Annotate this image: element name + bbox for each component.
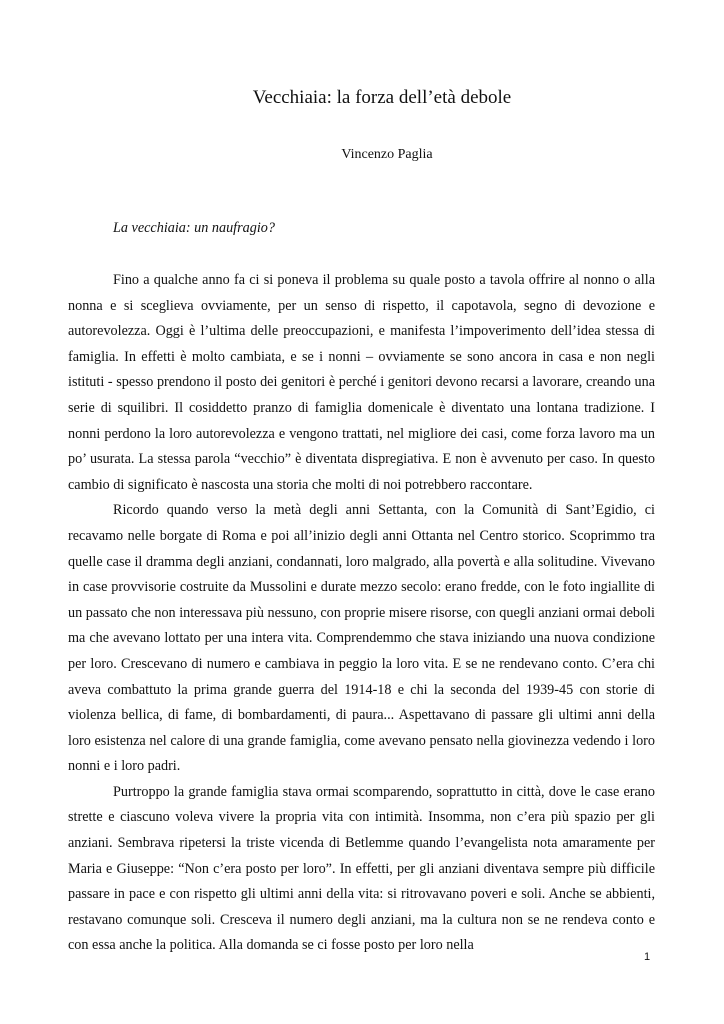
page-number: 1	[644, 951, 651, 963]
paragraph: Purtroppo la grande famiglia stava ormai scomparendo, soprattutto in città, dove le case erano strette e ciascuno voleva vivere la propria vita con intimità. Insomma, non c’era più spazio per gli anziani. Sembrava ripetersi la triste vicenda di Betlemme quando l’evangelista nota amaramente per Maria e Giuseppe: “Non c’era posto per loro”. In effetti, per gli anziani diventava sempre più difficile passare in pace e con rispetto gli ultimi anni della vita: si ritrovavano poveri e soli. Anche se abbienti, restavano comunque soli. Cresceva il numero degli anziani, ma la cultura non se ne rendeva conto e con essa anche la politica. Alla domanda se ci fosse posto per loro nella	[68, 783, 655, 954]
section-heading: La vecchiaia: un naufragio?	[113, 220, 275, 236]
paragraph: Ricordo quando verso la metà degli anni Settanta, con la Comunità di Sant’Egidio, ci recavamo nelle borgate di Roma e poi all’inizio degli anni Ottanta nel Centro storico. Scoprimmo tra quelle case il dramma degli anziani, condannati, loro malgrado, alla povertà e alla solitudine. Vivevano in case provvisorie costruite da Mussolini e durate mezzo secolo: erano fredde, con le foto ingiallite di un passato che non interessava più nessuno, con proprie misere risorse, con quegli anziani ormai deboli ma che avevano lottato per una intera vita. Comprendemmo che stava iniziando una nuova condizione per loro. Crescevano di numero e cambiava in peggio la loro vita. E se ne rendevano conto. C’era chi aveva combattuto la prima grande guerra del 1914-18 e chi la seconda del 1939-45 con storie di violenza bellica, di fame, di bombardamenti, di paura... Aspettavano di passare gli ultimi anni della loro esistenza nel calore di una grande famiglia, come avevano pensato nella giovinezza vedendo i loro nonni e i loro padri.	[68, 502, 655, 775]
author-name: Vincenzo Paglia	[341, 147, 433, 162]
paragraph: Fino a qualche anno fa ci si poneva il problema su quale posto a tavola offrire al nonno o alla nonna e si sceglieva ovviamente, per un senso di rispetto, il capotavola, segno di devozione e autorevolezza. Oggi è l’ultima delle preoccupazioni, e manifesta l’impoverimento dell’idea stessa di famiglia. In effetti è molto cambiata, e se i nonni – ovviamente se sono ancora in casa e non negli istituti - spesso prendono il posto dei genitori è perché i genitori devono recarsi a lavorare, creando una serie di squilibri. Il cosiddetto pranzo di famiglia domenicale è diventato una lontana tradizione. I nonni perdono la loro autorevolezza e vengono trattati, nel migliore dei casi, come forza lavoro ma un po’ usurata. La stessa parola “vecchio” è diventata dispregiativa. E non è avvenuto per caso. In questo cambio di significato è nascosta una storia che molti di noi potrebbero raccontare.	[68, 272, 655, 493]
document-title: Vecchiaia: la forza dell’età debole	[252, 87, 512, 108]
body-text	[68, 268, 655, 959]
